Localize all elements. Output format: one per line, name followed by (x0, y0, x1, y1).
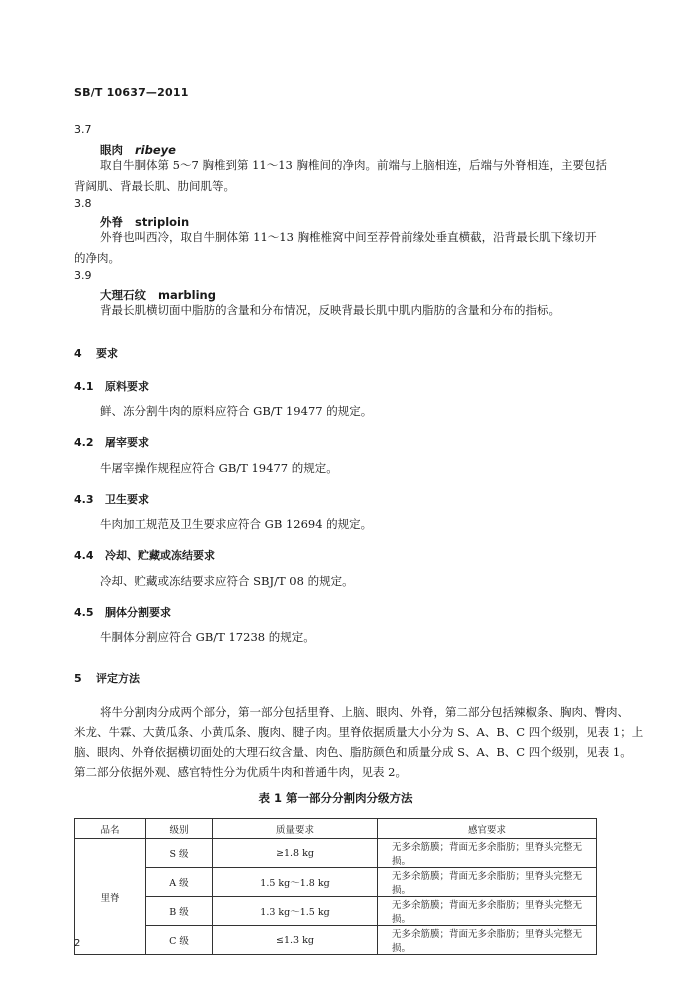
term-english: striploin (135, 215, 190, 229)
subsection-number: 4.2 (74, 436, 94, 449)
document-code: SB/T 10637—2011 (74, 86, 189, 99)
definition-number: 3.8 (74, 197, 92, 210)
section-title: 评定方法 (96, 672, 140, 685)
subsection-number: 4.1 (74, 380, 94, 393)
section-number: 4 (74, 347, 82, 360)
definition-text-line: 的净肉。 (74, 251, 120, 265)
subsection-title: 原料要求 (105, 380, 149, 393)
sensory-cell: 无多余筋膜；背面无多余脂肪；里脊头完整无损。 (378, 926, 597, 955)
definition-text-line: 取自牛胴体第 5～7 胸椎到第 11～13 胸椎间的净肉。前端与上脑相连，后端与外脊相连，主要包括 (100, 158, 608, 172)
header-sensory: 感官要求 (378, 819, 597, 839)
header-mass: 质量要求 (213, 819, 378, 839)
subsection-number: 4.4 (74, 549, 94, 562)
grade-cell: A 级 (146, 868, 213, 897)
definition-text-line: 背阔肌、背最长肌、肋间肌等。 (74, 179, 235, 193)
subsection-text: 牛胴体分割应符合 GB/T 17238 的规定。 (100, 630, 315, 644)
table-row (75, 926, 597, 955)
subsection-title: 屠宰要求 (105, 436, 149, 449)
subsection-heading (74, 491, 149, 507)
term-english: marbling (158, 288, 216, 302)
mass-cell: ≥1.8 kg (213, 839, 378, 868)
mass-cell: ≤1.3 kg (213, 926, 378, 955)
term-english: ribeye (135, 143, 176, 157)
term-chinese: 外脊 (100, 215, 123, 229)
subsection-heading (74, 434, 149, 450)
subsection-title: 胴体分割要求 (105, 606, 171, 619)
paragraph-line: 第二部分依据外观、感官特性分为优质牛肉和普通牛肉，见表 2。 (74, 765, 407, 779)
section-title: 要求 (96, 347, 118, 360)
page-number: 2 (74, 938, 81, 949)
term-chinese: 眼肉 (100, 143, 123, 157)
table-row (75, 897, 597, 926)
subsection-text: 牛肉加工规范及卫生要求应符合 GB 12694 的规定。 (100, 517, 373, 531)
mass-cell: 1.5 kg～1.8 kg (213, 868, 378, 897)
subsection-title: 冷却、贮藏或冻结要求 (105, 549, 215, 562)
table-caption: 表 1 第一部分分割肉分级方法 (258, 791, 413, 805)
header-grade: 级别 (146, 819, 213, 839)
definition-number: 3.7 (74, 123, 92, 136)
subsection-text: 冷却、贮藏或冻结要求应符合 SBJ/T 08 的规定。 (100, 574, 354, 588)
subsection-text: 鲜、冻分割牛肉的原料应符合 GB/T 19477 的规定。 (100, 404, 373, 418)
subsection-title: 卫生要求 (105, 493, 149, 506)
grade-cell: B 级 (146, 897, 213, 926)
section-heading (74, 345, 118, 361)
grading-table (74, 818, 597, 955)
section-heading (74, 670, 140, 686)
sensory-cell: 无多余筋膜；背面无多余脂肪；里脊头完整无损。 (378, 897, 597, 926)
mass-cell: 1.3 kg～1.5 kg (213, 897, 378, 926)
sensory-cell: 无多余筋膜；背面无多余脂肪；里脊头完整无损。 (378, 868, 597, 897)
grade-cell: C 级 (146, 926, 213, 955)
paragraph-line: 米龙、牛霖、大黄瓜条、小黄瓜条、腹肉、腱子肉。里脊依据质量大小分为 S、A、B、C 四个级别，见表 1；上 (74, 725, 644, 739)
definition-number: 3.9 (74, 269, 92, 282)
subsection-heading (74, 378, 149, 394)
subsection-heading (74, 604, 171, 620)
subsection-heading (74, 547, 215, 563)
subsection-number: 4.3 (74, 493, 94, 506)
definition-text-line: 背最长肌横切面中脂肪的含量和分布情况，反映背最长肌中肌内脂肪的含量和分布的指标。 (100, 303, 560, 317)
header-product: 品名 (75, 819, 146, 839)
table-row (75, 868, 597, 897)
paragraph-line: 将牛分割肉分成两个部分，第一部分包括里脊、上脑、眼肉、外脊，第二部分包括辣椒条、胸肉、臀肉、 (100, 705, 629, 719)
definition-text-line: 外脊也叫西冷，取自牛胴体第 11～13 胸椎椎窝中间至荐骨前缘处垂直横截，沿背最长肌下缘切开 (100, 230, 597, 244)
subsection-text: 牛屠宰操作规程应符合 GB/T 19477 的规定。 (100, 461, 338, 475)
grade-cell: S 级 (146, 839, 213, 868)
section-number: 5 (74, 672, 82, 685)
table-row (75, 839, 597, 868)
product-cell: 里脊 (75, 839, 146, 955)
subsection-number: 4.5 (74, 606, 94, 619)
paragraph-line: 脑、眼肉、外脊依据横切面处的大理石纹含量、肉色、脂肪颜色和质量分成 S、A、B、C 四个级别，见表 1。 (74, 745, 632, 759)
table-header-row (75, 819, 597, 839)
term-chinese: 大理石纹 (100, 288, 146, 302)
sensory-cell: 无多余筋膜；背面无多余脂肪；里脊头完整无损。 (378, 839, 597, 868)
